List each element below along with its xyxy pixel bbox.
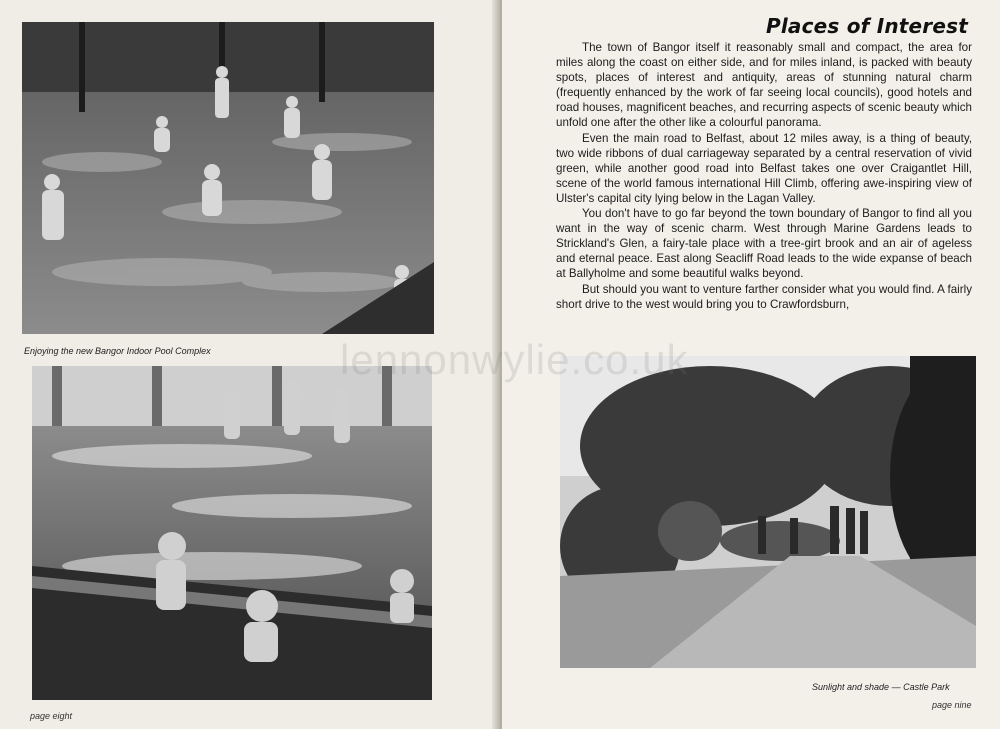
watermark-text: lennonwylie.co.uk (340, 336, 689, 383)
paragraph: The town of Bangor itself it reasonably small and compact, the area for miles along the coast on either side, and for miles inland, is packed with beauty spots, places of interest and antiquity, areas of stunning natural charm (frequently enhanced by the work of far seeing local councils), good hotels and road houses, magnificent beaches, and recurring aspects of scenic beauty which unfold one after the other like a colourful panorama. (556, 41, 972, 130)
paragraph: Even the main road to Belfast, about 12 miles away, is a thing of beauty, two wide ribbons of dual carriageway separated by a central reservation of vivid green, while another good road into Belfast takes one over Craigantlet Hill, scene of the world famous international Hill Climb, offering awe-inspiring view of Ulster's capital city lying below in the Lagan Valley. (556, 131, 972, 205)
page-number-right: page nine (932, 700, 972, 710)
paragraph: You don't have to go far beyond the town boundary of Bangor to find all you want in the way of scenic charm. West through Marine Gardens leads to Strickland's Glen, a fairy-tale place with a tree-girt brook and an air of ageless and eternal peace. East along Seacliff Road leads to the wide expanse of beach at Ballyholme and some beautiful walks beyond. (556, 207, 972, 281)
park-photo-caption: Sunlight and shade — Castle Park (812, 682, 950, 692)
article-body (556, 40, 972, 312)
page-title: Places of Interest (766, 14, 968, 38)
castle-park-photo (560, 356, 976, 668)
pool-photo-top (22, 22, 434, 334)
paragraph: But should you want to venture farther consider what you would find. A fairly short drive to the west would bring you to Crawfordsburn, (556, 282, 972, 311)
pool-photo-bottom (32, 366, 432, 700)
pool-photo-caption: Enjoying the new Bangor Indoor Pool Complex (24, 346, 211, 356)
page-number-left: page eight (30, 711, 73, 721)
